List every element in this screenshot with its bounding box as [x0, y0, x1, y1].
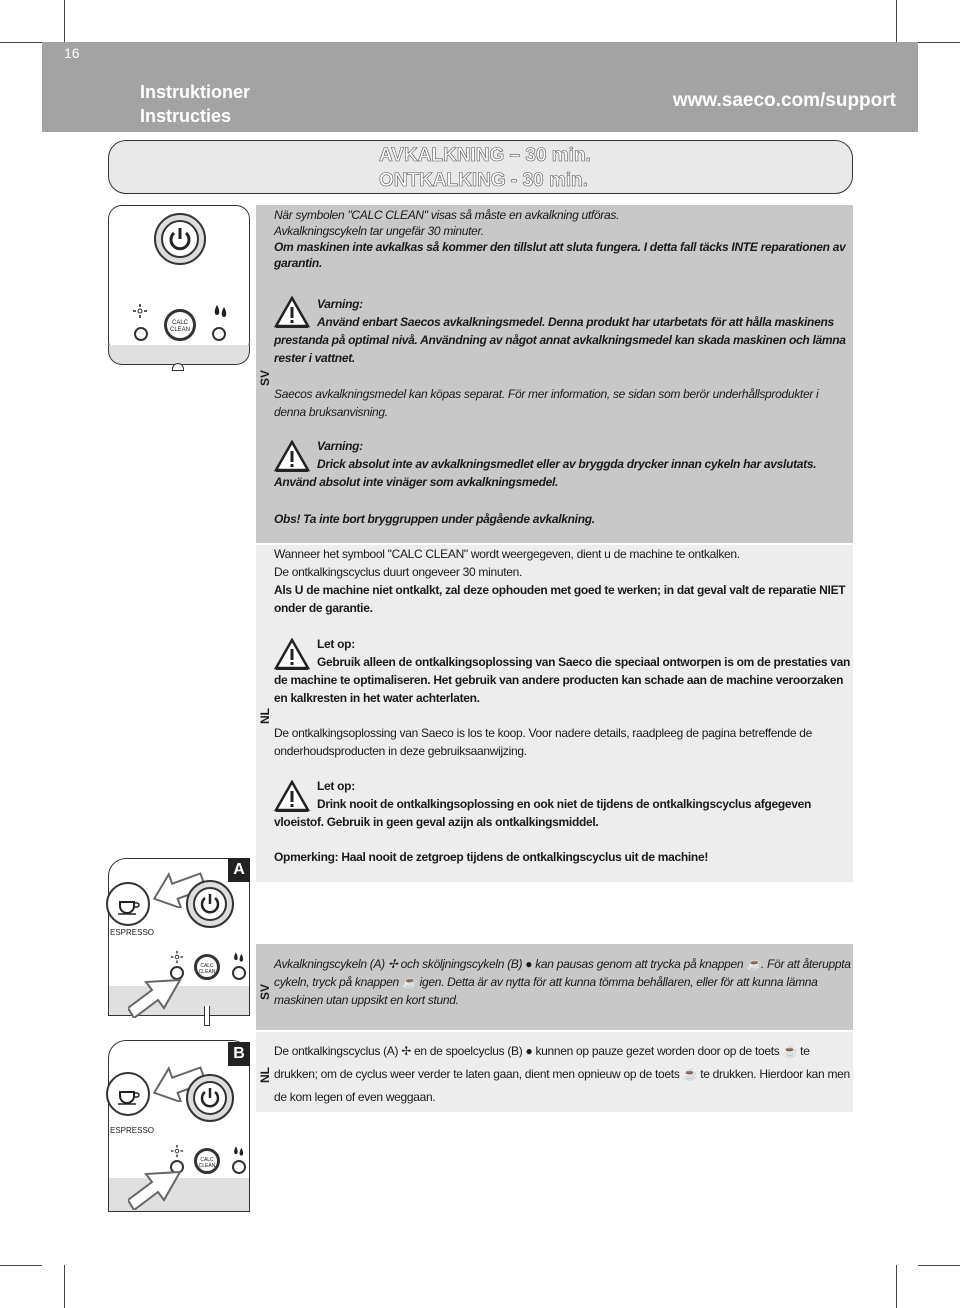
decalc-cycle-icon — [170, 1144, 184, 1158]
warning-text: Drick absolut inte av avkalkningsmedlet eller av bryggda drycker innan cykeln har avslutats. Använd absolut inte vinäger som avkalkningsmedel. — [274, 457, 817, 489]
warning-text: Drink nooit de ontkalkingsoplossing en ook niet de tijdens de ontkalkingscyclus afgegeven vloeistof. Gebruik in geen geval azijn als ontkalkingsmiddel. — [274, 797, 812, 829]
warning-text: Gebruik alleen de ontkalkingsoplossing van Saeco die speciaal ontworpen is om de prestaties van de machine te optimaliseren. Het gebruik van andere producten kan schade aan de machine veroorzaken en kalkresten in het water achterlaten. — [274, 655, 851, 705]
warning-title: Let op: — [317, 779, 355, 793]
calc-clean-icon: CALC CLEAN — [169, 320, 190, 333]
nl-intro-line3: Als U de machine niet ontkalkt, zal deze ophouden met goed te werken; in dat geval valt de reparatie NIET onder de garantie. — [274, 583, 846, 615]
crop-mark — [0, 1265, 42, 1266]
header-titles — [140, 80, 250, 128]
header-title-sv: Instruktioner — [140, 82, 251, 102]
espresso-button — [106, 882, 150, 926]
crop-mark — [896, 1265, 897, 1308]
title-sv: AVKALKNING – 30 min. — [379, 145, 591, 166]
arrow-icon — [128, 974, 184, 1018]
calc-clean-icon: CALC CLEAN — [198, 1157, 216, 1169]
lang-tag-sv: SV — [258, 983, 272, 1000]
nl-info: De ontkalkingsoplossing van Saeco is los te koop. Voor nadere details, raadpleeg de pagina betreffende de onderhoudsproducten in deze gebruiksaanwijzing. — [274, 726, 813, 758]
power-icon — [188, 1076, 232, 1120]
warning-title: Varning: — [317, 439, 363, 453]
crop-mark — [918, 1265, 960, 1266]
sv-pause-text: Avkalkningscykeln (A) ✢ och sköljningscykeln (B) ● kan pausas genom att trycka på knappen ☕. För att återuppta cykeln, tryck på knappen ☕ igen. Detta är av nytta för att kunna tömma behållaren, eller för att kunna lämna maskinen utan uppsikt en kort stund. — [274, 957, 851, 1007]
section-title-banner — [108, 140, 853, 194]
calc-clean-button — [164, 309, 196, 341]
sv-warning-1 — [274, 295, 852, 367]
decalc-button — [134, 327, 148, 341]
rinse-drop-icon — [232, 950, 246, 964]
calc-clean-icon: CALC CLEAN — [198, 963, 216, 975]
power-icon — [156, 215, 204, 263]
lang-tag-sv: SV — [258, 369, 272, 386]
warning-title: Let op: — [317, 637, 355, 651]
rinse-button — [232, 1160, 246, 1174]
label-b: B — [228, 1042, 250, 1066]
crop-mark — [0, 42, 42, 43]
power-button — [186, 1074, 234, 1122]
nl-intro-line1: Wanneer het symbool "CALC CLEAN" wordt weergegeven, dient u de machine te ontkalken. — [274, 547, 740, 561]
lang-tag-nl: NL — [258, 1067, 272, 1083]
sv-info: Saecos avkalkningsmedel kan köpas separat. För mer information, se sidan som berör underhållsprodukter i denna bruksanvisning. — [274, 387, 819, 419]
decalc-cycle-icon — [170, 950, 184, 964]
crop-mark — [918, 42, 960, 43]
sv-warning-2 — [274, 437, 852, 491]
power-button — [154, 213, 206, 265]
title-nl: ONTKALKING - 30 min. — [379, 170, 589, 191]
espresso-cup-icon — [108, 1074, 148, 1114]
nl-pause-text: De ontkalkingscyclus (A) ✢ en de spoelcyclus (B) ● kunnen op pauze gezet worden door op de toets ☕ te drukken; om de cyclus weer verder te laten gaan, dient men opnieuw op de toets ☕ te drukken. Hierdoor kan men de kom legen of even weggaan. — [274, 1044, 850, 1104]
sv-intro — [274, 207, 852, 271]
rinse-drop-icon — [212, 303, 230, 319]
sv-obs: Obs! Ta inte bort bryggruppen under pågående avkalkning. — [274, 512, 595, 526]
calc-clean-button — [194, 1148, 220, 1174]
power-button — [186, 880, 234, 928]
espresso-label: ESPRESSO — [110, 928, 155, 937]
lang-tag-nl: NL — [258, 708, 272, 724]
rinse-button — [232, 966, 246, 980]
nl-intro-line2: De ontkalkingscyclus duurt ongeveer 30 minuten. — [274, 565, 523, 579]
sv-intro-line3: Om maskinen inte avkalkas så kommer den tillslut att sluta fungera. I detta fall täcks INTE reparationen av garantin. — [274, 240, 846, 270]
illustration-b — [108, 1040, 250, 1215]
warning-text: Använd enbart Saecos avkalkningsmedel. Denna produkt har utarbetats för att hålla maskinens prestanda på optimal nivå. Användning av något annat avkalkningsmedel kan skada maskinen och lämna rester i vattnet. — [274, 315, 846, 365]
calc-clean-button — [194, 954, 220, 980]
power-icon — [188, 882, 232, 926]
sv-intro-line2: Avkalkningscykeln tar ungefär 30 minuter. — [274, 224, 484, 238]
nl-intro — [274, 545, 852, 617]
sv-intro-line1: När symbolen "CALC CLEAN" visas så måste en avkalkning utföras. — [274, 208, 620, 222]
nl-warning-2 — [274, 777, 852, 831]
rinse-button — [212, 327, 226, 341]
nl-obs: Opmerking: Haal nooit de zetgroep tijdens de ontkalkingscyclus uit de machine! — [274, 850, 709, 864]
support-url[interactable]: www.saeco.com/support — [672, 90, 896, 111]
arrow-icon — [128, 1166, 184, 1210]
espresso-label: ESPRESSO — [110, 1126, 155, 1135]
decalc-cycle-icon — [132, 303, 148, 319]
warning-title: Varning: — [317, 297, 363, 311]
crop-mark — [896, 0, 897, 42]
crop-mark — [64, 0, 65, 42]
espresso-cup-icon — [108, 884, 148, 924]
page-number: 16 — [64, 45, 80, 61]
espresso-button — [106, 1072, 150, 1116]
control-panel-illustration — [108, 205, 250, 375]
nl-warning-1 — [274, 635, 852, 707]
rinse-drop-icon — [232, 1144, 246, 1158]
illustration-a — [108, 858, 250, 1028]
label-a: A — [228, 858, 250, 882]
crop-mark — [64, 1265, 65, 1308]
header-title-nl: Instructies — [140, 106, 232, 126]
